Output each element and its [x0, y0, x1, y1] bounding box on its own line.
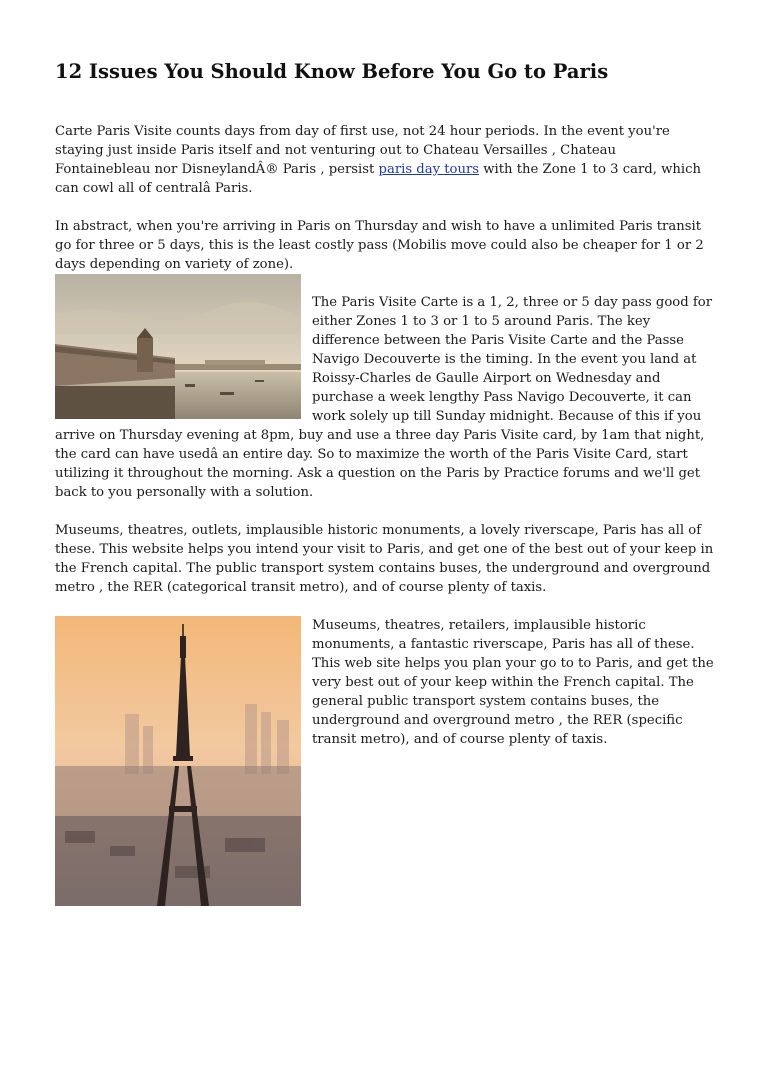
paris-river-painting-image: [55, 274, 301, 419]
paragraph-2-text: In abstract, when you're arriving in Paris on Thursday and wish to have a unlimited Paris transit go for three or 5 days, this is the least costly pass (Mobilis move could also be cheaper for 1 or 2 days depending on variety of zone).: [55, 219, 704, 272]
paragraph-3: [55, 293, 715, 502]
paris-day-tours-link[interactable]: paris day tours: [378, 162, 480, 177]
paragraph-1: [55, 122, 715, 198]
paragraph-4-text: Museums, theatres, outlets, implausible historic monuments, a lovely riverscape, Paris has all of these. This website helps you intend your visit to Paris, and get one of the best out of your keep in the French capital. The public transport system contains buses, the underground and overground metro , the RER (categorical transit metro), and of course plenty of taxis.: [55, 523, 714, 595]
paragraph-4: [55, 521, 715, 597]
eiffel-tower-sunset-image: [55, 616, 301, 906]
paragraph-5: [55, 616, 715, 749]
page-title: 12 Issues You Should Know Before You Go to Paris: [55, 60, 609, 83]
paragraph-5-text: Museums, theatres, retailers, implausible historic monuments, a fantastic riverscape, Paris has all of these. This web site helps you plan your go to to Paris, and get the very best out of your keep within the French capital. The general public transport system contains buses, the underground and overground metro , the RER (specific transit metro), and of course plenty of taxis.: [312, 618, 714, 747]
paragraph-3-text: The Paris Visite Carte is a 1, 2, three or 5 day pass good for either Zones 1 to 3 or 1 to 5 around Paris. The key difference between the Paris Visite Carte and the Passe Navigo Decouverte is the timing. In the event you land at Roissy-Charles de Gaulle Airport on Wednesday and purchase a week lengthy Pass Navigo Decouverte, it can work solely up till Sunday midnight. Because of this if you arrive on Thursday evening at 8pm, buy and use a three day Paris Visite card, by 1am that night, the card can have usedâ an entire day. So to maximize the worth of the Paris Visite Card, start utilizing it throughout the morning. Ask a question on the Paris by Practice forums and we'll get back to you personally with a solution.: [55, 295, 713, 500]
paragraph-2: [55, 217, 715, 274]
paragraph-1-text-before: Carte Paris Visite counts days from day of first use, not 24 hour periods. In the event you're staying just inside Paris itself and not venturing out to Chateau Versailles , Chateau Fontainebleau nor DisneylandÂ® Paris , persist: [55, 124, 670, 177]
paragraph-1-text-after: with the Zone 1 to 3 card, which can cowl all of centralâ Paris.: [55, 162, 701, 196]
article-body: [55, 122, 715, 906]
